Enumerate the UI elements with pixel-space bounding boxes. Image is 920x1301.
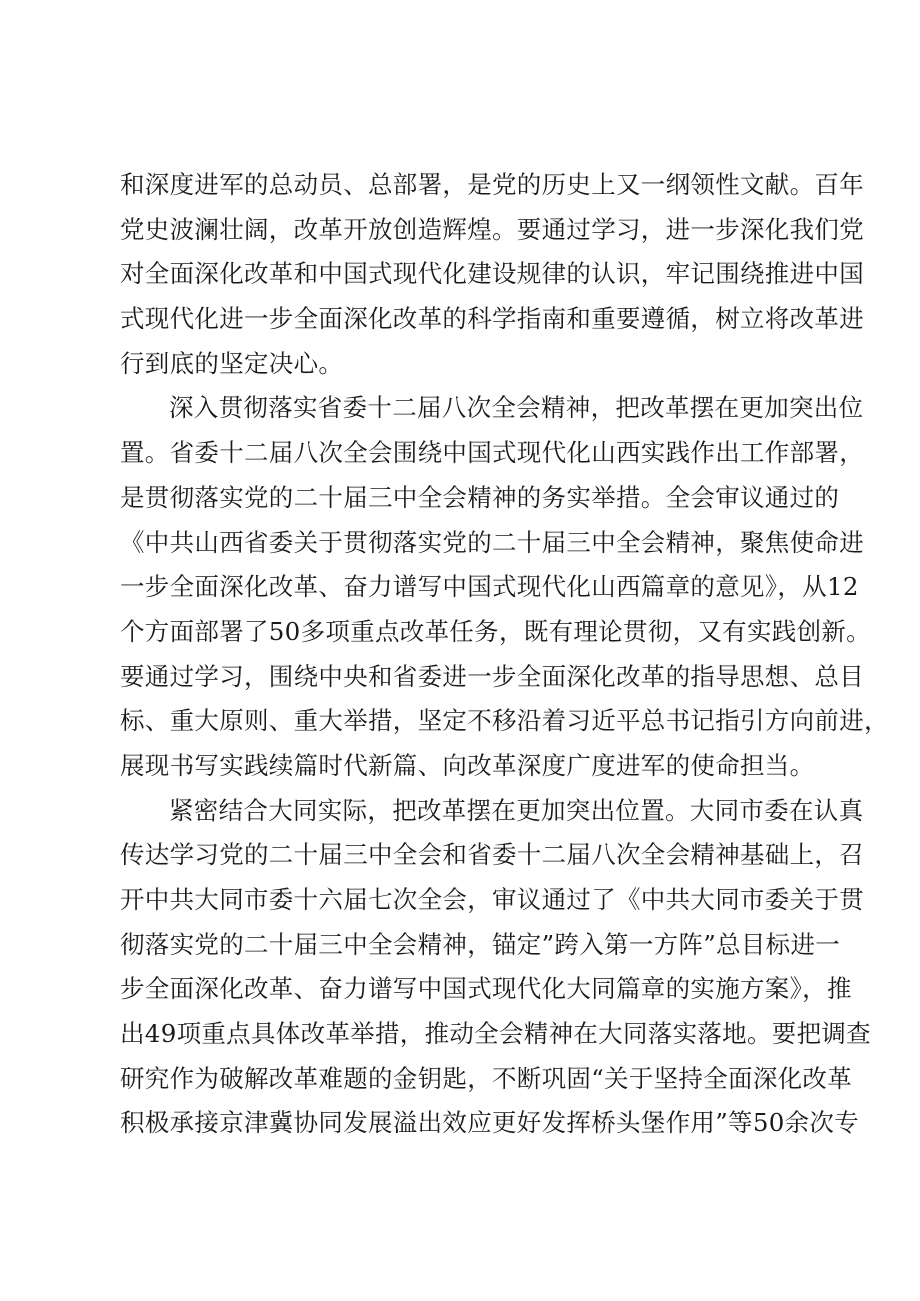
paragraph-3	[120, 789, 871, 1147]
text-line: 式现代化进一步全面深化改革的科学指南和重要遵循，树立将改革进	[120, 304, 864, 334]
paragraph-1	[120, 163, 864, 386]
text-line: 步全面深化改革、奋力谱写中国式现代化大同篇章的实施方案》，推	[120, 974, 852, 1004]
text-line: 彻落实党的二十届三中全会精神，锚定”跨入第一方阵”总目标进一	[120, 929, 841, 959]
text-line: 紧密结合大同实际，把改革摆在更加突出位置。大同市委在认真	[169, 795, 864, 825]
paragraph-2	[120, 386, 889, 788]
document-body	[120, 163, 889, 1146]
text-line: 研究作为破解改革难题的金钥匙，不断巩固“关于坚持全面深化改革	[120, 1063, 853, 1093]
text-line: 党史波澜壮阔，改革开放创造辉煌。要通过学习，进一步深化我们党	[120, 214, 864, 244]
text-line: 个方面部署了50多项重点改革任务，既有理论贯彻，又有实践创新。	[120, 616, 871, 646]
text-line: 对全面深化改革和中国式现代化建设规律的认识，牢记围绕推进中国	[120, 259, 864, 289]
text-line: 标、重大原则、重大举措，坚定不移沿着习近平总书记指引方向前进，	[120, 706, 889, 736]
text-line: 要通过学习，围绕中央和省委进一步全面深化改革的指导思想、总目	[120, 661, 864, 691]
text-line: 是贯彻落实党的二十届三中全会精神的务实举措。全会审议通过的	[120, 482, 840, 512]
text-line: 《中共山西省委关于贯彻落实党的二十届三中全会精神，聚焦使命进	[120, 527, 864, 557]
text-line: 和深度进军的总动员、总部署，是党的历史上又一纲领性文献。百年	[120, 170, 864, 199]
text-line: 展现书写实践续篇时代新篇、向改革深度广度进军的使命担当。	[120, 750, 815, 780]
text-line: 深入贯彻落实省委十二届八次全会精神，把改革摆在更加突出位	[169, 393, 864, 423]
text-line: 出49项重点具体改革举措，推动全会精神在大同落实落地。要把调查	[120, 1019, 871, 1049]
text-line: 开中共大同市委十六届七次全会，审议通过了《中共大同市委关于贯	[120, 885, 864, 914]
text-line: 积极承接京津冀协同发展溢出效应更好发挥桥头堡作用”等50余次专	[120, 1108, 859, 1138]
text-line: 传达学习党的二十届三中全会和省委十二届八次全会精神基础上，召	[120, 840, 864, 870]
text-line: 置。省委十二届八次全会围绕中国式现代化山西实践作出工作部署，	[120, 438, 864, 468]
text-line: 一步全面深化改革、奋力谱写中国式现代化山西篇章的意见》，从12	[120, 572, 859, 602]
text-line: 行到底的坚定决心。	[120, 348, 344, 378]
